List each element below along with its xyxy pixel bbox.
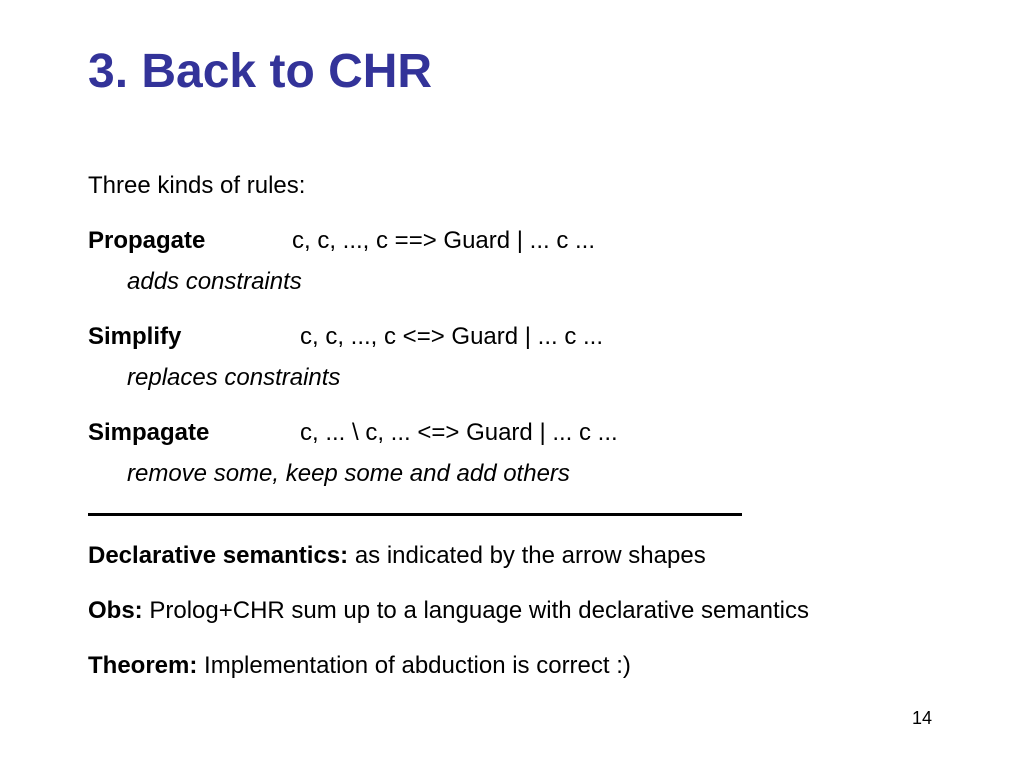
note-text: Prolog+CHR sum up to a language with declarative semantics xyxy=(142,597,810,624)
page-number: 14 xyxy=(912,708,933,728)
separator-line xyxy=(88,513,742,516)
note-obs xyxy=(88,596,809,626)
note-label: Theorem: xyxy=(88,652,198,679)
rule-name-simpagate: Simpagate xyxy=(88,419,210,446)
rule-syntax-simpagate: c, ... \ c, ... <=> Guard | ... c ... xyxy=(300,419,618,446)
note-text: Implementation of abduction is correct :) xyxy=(197,652,631,679)
note-declarative-semantics xyxy=(88,541,706,571)
note-text: as indicated by the arrow shapes xyxy=(348,542,706,569)
rule-syntax-simplify: c, c, ..., c <=> Guard | ... c ... xyxy=(300,323,604,350)
rule-description-simplify: replaces constraints xyxy=(127,364,341,391)
note-label: Declarative semantics: xyxy=(88,542,349,569)
rule-name-simplify: Simplify xyxy=(88,323,182,350)
rule-name-propagate: Propagate xyxy=(88,227,206,254)
intro-text: Three kinds of rules: xyxy=(88,172,306,199)
note-label: Obs: xyxy=(88,597,143,624)
rule-description-propagate: adds constraints xyxy=(127,268,302,295)
slide-title: 3. Back to CHR xyxy=(88,45,433,98)
note-theorem xyxy=(88,651,631,681)
rule-description-simpagate: remove some, keep some and add others xyxy=(127,460,570,487)
rule-syntax-propagate: c, c, ..., c ==> Guard | ... c ... xyxy=(292,227,596,254)
